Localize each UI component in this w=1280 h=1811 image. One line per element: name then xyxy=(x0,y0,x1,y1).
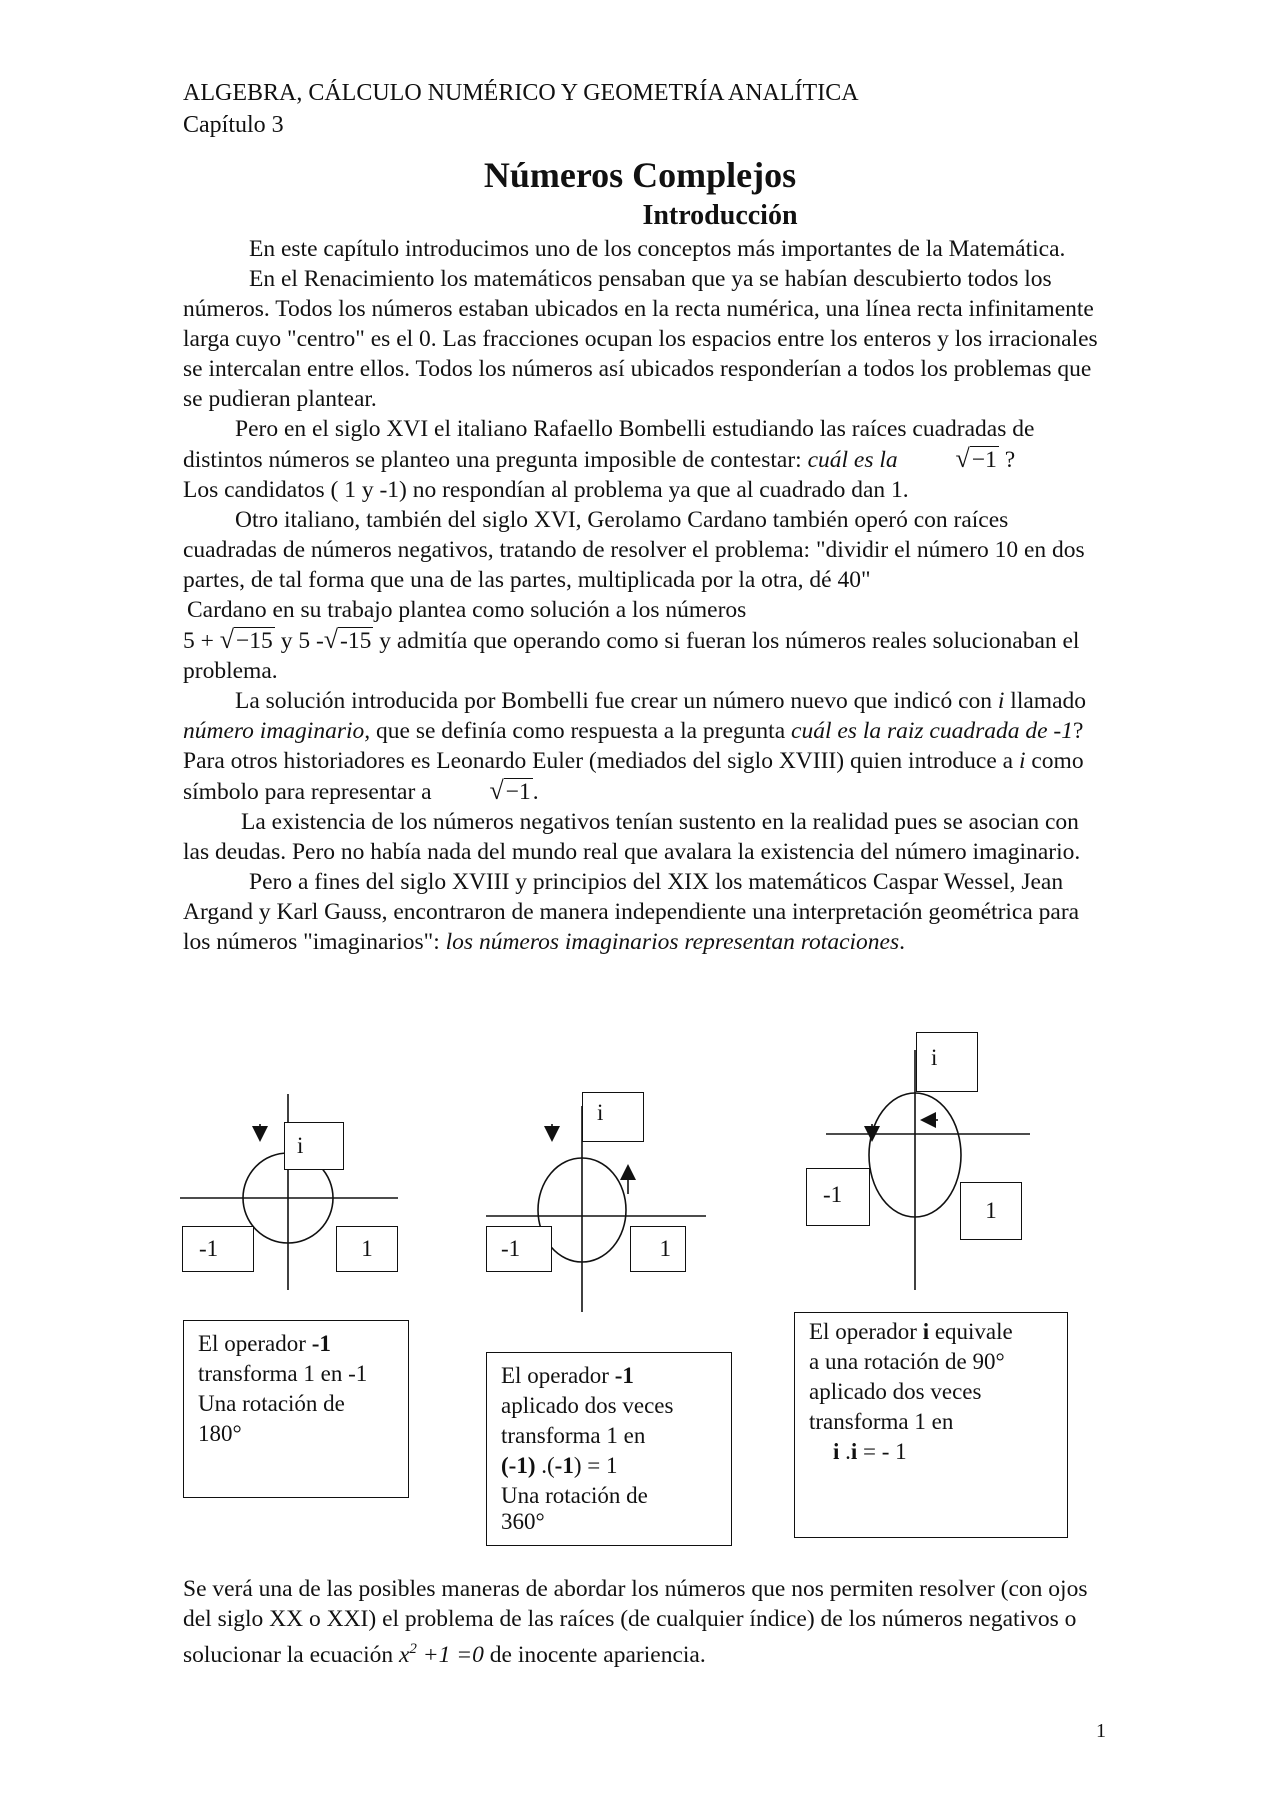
caption-text: equivale xyxy=(929,1319,1013,1344)
caption-line xyxy=(501,1361,717,1391)
question-mark: ? xyxy=(1004,447,1016,473)
chapter-label: Capítulo 3 xyxy=(183,112,284,138)
d3-label-1: 1 xyxy=(960,1182,1022,1240)
d1-label-i: i xyxy=(284,1122,344,1170)
radicand: −1 xyxy=(971,447,997,473)
caption-line: Una rotación de xyxy=(198,1391,345,1416)
paragraph-2: En el Renacimiento los matemáticos pensaban que ya se habían descubierto todos los números. Todos los números estaban ubicados en la recta numérica, una línea recta infinitamente larga cuyo "centro" es el 0. Las fracciones ocupan los espacios entre los enteros y los irracionales se intercalan entre ellos. Todos los números así ubicados responderían a todos los problemas que se pudieran plantear. xyxy=(183,266,1098,412)
p5-term: número imaginario, xyxy=(183,718,371,744)
caption-line: a una rotación de 90° xyxy=(809,1349,1005,1374)
closing-end: de inocente apariencia. xyxy=(483,1641,706,1668)
caption-text: El operador xyxy=(501,1363,615,1388)
paragraph-6: La existencia de los números negativos tenían sustento en la realidad pues se asocian con las deudas. Pero no había nada del mundo real que avalara la existencia del número imaginario. xyxy=(183,809,1081,865)
p7-emphasis: los números imaginarios representan rotaciones xyxy=(445,929,900,955)
paragraph-3-text: Pero en el siglo XVI el italiano Rafaello Bombelli estudiando las raíces cuadradas de distintos números se planteo una pregunta imposible de contestar: xyxy=(183,416,1035,473)
p5-text-a: La solución introducida por Bombelli fue crear un número nuevo que indicó con xyxy=(235,688,993,714)
d2-label-1: 1 xyxy=(630,1226,686,1272)
equation xyxy=(399,1642,484,1668)
caption-box-2 xyxy=(486,1352,732,1546)
paragraph-4b: Cardano en su trabajo plantea como solución a los números xyxy=(187,597,747,623)
d3-label-i: i xyxy=(916,1032,978,1092)
caption-line xyxy=(198,1329,394,1359)
caption-line xyxy=(809,1437,1053,1467)
cardano-text: y admitía que operando como si fueran los números reales solucionaban el problema. xyxy=(183,628,1080,684)
p5-text-f: ? Para otros historiadores es Leonardo Euler (mediados del siglo XVIII) quien introduce a xyxy=(183,718,1084,774)
caption-bold: i xyxy=(833,1439,840,1464)
cardano-expr-1: 5 + xyxy=(183,628,214,654)
caption-bold: -1 xyxy=(554,1453,574,1478)
equation-exponent: 2 xyxy=(409,1641,417,1657)
d2-label-i: i xyxy=(582,1092,644,1142)
closing-text: Se verá una de las posibles maneras de abordar los números que nos permiten resolver (con ojos del siglo XX o XXI) el problema de las raíces (de cualquier índice) de los números negativos o solucionar la ecuación xyxy=(183,1576,1088,1668)
caption-line: transforma 1 en -1 xyxy=(198,1361,368,1386)
question-text: cuál es la xyxy=(807,447,898,473)
imaginary-symbol: i xyxy=(997,688,1005,714)
sqrt-expression: √−1 xyxy=(955,444,997,473)
caption-line: transforma 1 en xyxy=(501,1423,646,1448)
caption-box-3 xyxy=(794,1312,1068,1538)
d2-label-neg1: -1 xyxy=(486,1226,552,1272)
equation-rest: +1 =0 xyxy=(416,1641,484,1668)
caption-text: El operador xyxy=(809,1319,923,1344)
caption-box-1 xyxy=(183,1320,409,1498)
p5-end: . xyxy=(532,779,539,805)
caption-line: aplicado dos veces xyxy=(809,1379,982,1404)
d1-label-neg1: -1 xyxy=(182,1226,254,1272)
d1-label-1: 1 xyxy=(336,1226,398,1272)
radicand: -15 xyxy=(340,628,372,654)
equation-variable: x xyxy=(398,1641,410,1668)
document-header: ALGEBRA, CÁLCULO NUMÉRICO Y GEOMETRÍA ANALÍTICA xyxy=(183,80,859,106)
p5-text-h: como símbolo para representar a xyxy=(183,748,1084,805)
page-number: 1 xyxy=(1096,1720,1106,1742)
p5-text-b: llamado xyxy=(1010,688,1086,714)
caption-text: El operador xyxy=(198,1331,312,1356)
closing-paragraph xyxy=(183,1574,1103,1670)
p5-question: cuál es la raiz cuadrada de -1 xyxy=(791,718,1073,744)
caption-bold: i xyxy=(850,1439,858,1464)
caption-line: aplicado dos veces xyxy=(501,1393,674,1418)
caption-bold: -1 xyxy=(311,1331,331,1356)
radicand: −1 xyxy=(505,779,531,805)
p5-text-d: que se definía como respuesta a la pregunta xyxy=(376,718,786,744)
paragraph-1: En este capítulo introducimos uno de los conceptos más importantes de la Matemática. xyxy=(249,236,1066,262)
p7-text: Pero a fines del siglo XVIII y principios del XIX los matemáticos Caspar Wessel, Jean Argand y Karl Gauss, encontraron de manera independiente una interpretación geométrica para los números "imaginarios": xyxy=(183,869,1080,955)
caption-line: transforma 1 en xyxy=(809,1409,954,1434)
caption-text: ) = 1 xyxy=(573,1453,618,1478)
d3-label-neg1: -1 xyxy=(806,1168,870,1226)
sqrt-expression: √−15 xyxy=(219,625,273,654)
caption-bold: (-1) xyxy=(501,1453,536,1478)
page-title: Números Complejos xyxy=(483,155,797,195)
caption-text: = - 1 xyxy=(857,1439,907,1464)
caption-line xyxy=(501,1451,717,1481)
caption-line: 360° xyxy=(501,1509,545,1534)
caption-line xyxy=(809,1317,1053,1347)
paragraph-4: Otro italiano, también del siglo XVI, Gerolamo Cardano también operó con raíces cuadradas de números negativos, tratando de resolver el problema: "dividir el número 10 en dos partes, de tal forma que una de las partes, multiplicada por la otra, dé 40" xyxy=(183,507,1085,593)
sqrt-expression: √−1 xyxy=(489,776,531,805)
sqrt-expression: √-15 xyxy=(323,625,372,654)
caption-text: .( xyxy=(535,1453,555,1478)
caption-line: 180° xyxy=(198,1421,242,1446)
p7-end: . xyxy=(899,929,905,955)
paragraph-3b: Los candidatos ( 1 y -1) no respondían al problema ya que al cuadrado dan 1. xyxy=(183,477,909,503)
cardano-expr-2: y 5 - xyxy=(280,628,324,654)
imaginary-symbol: i xyxy=(1018,748,1026,774)
radicand: −15 xyxy=(236,628,273,654)
caption-line: Una rotación de xyxy=(501,1483,648,1508)
caption-text: . xyxy=(839,1439,851,1464)
caption-bold: i xyxy=(922,1319,930,1344)
caption-bold: -1 xyxy=(614,1363,634,1388)
section-title: Introducción xyxy=(642,200,798,231)
